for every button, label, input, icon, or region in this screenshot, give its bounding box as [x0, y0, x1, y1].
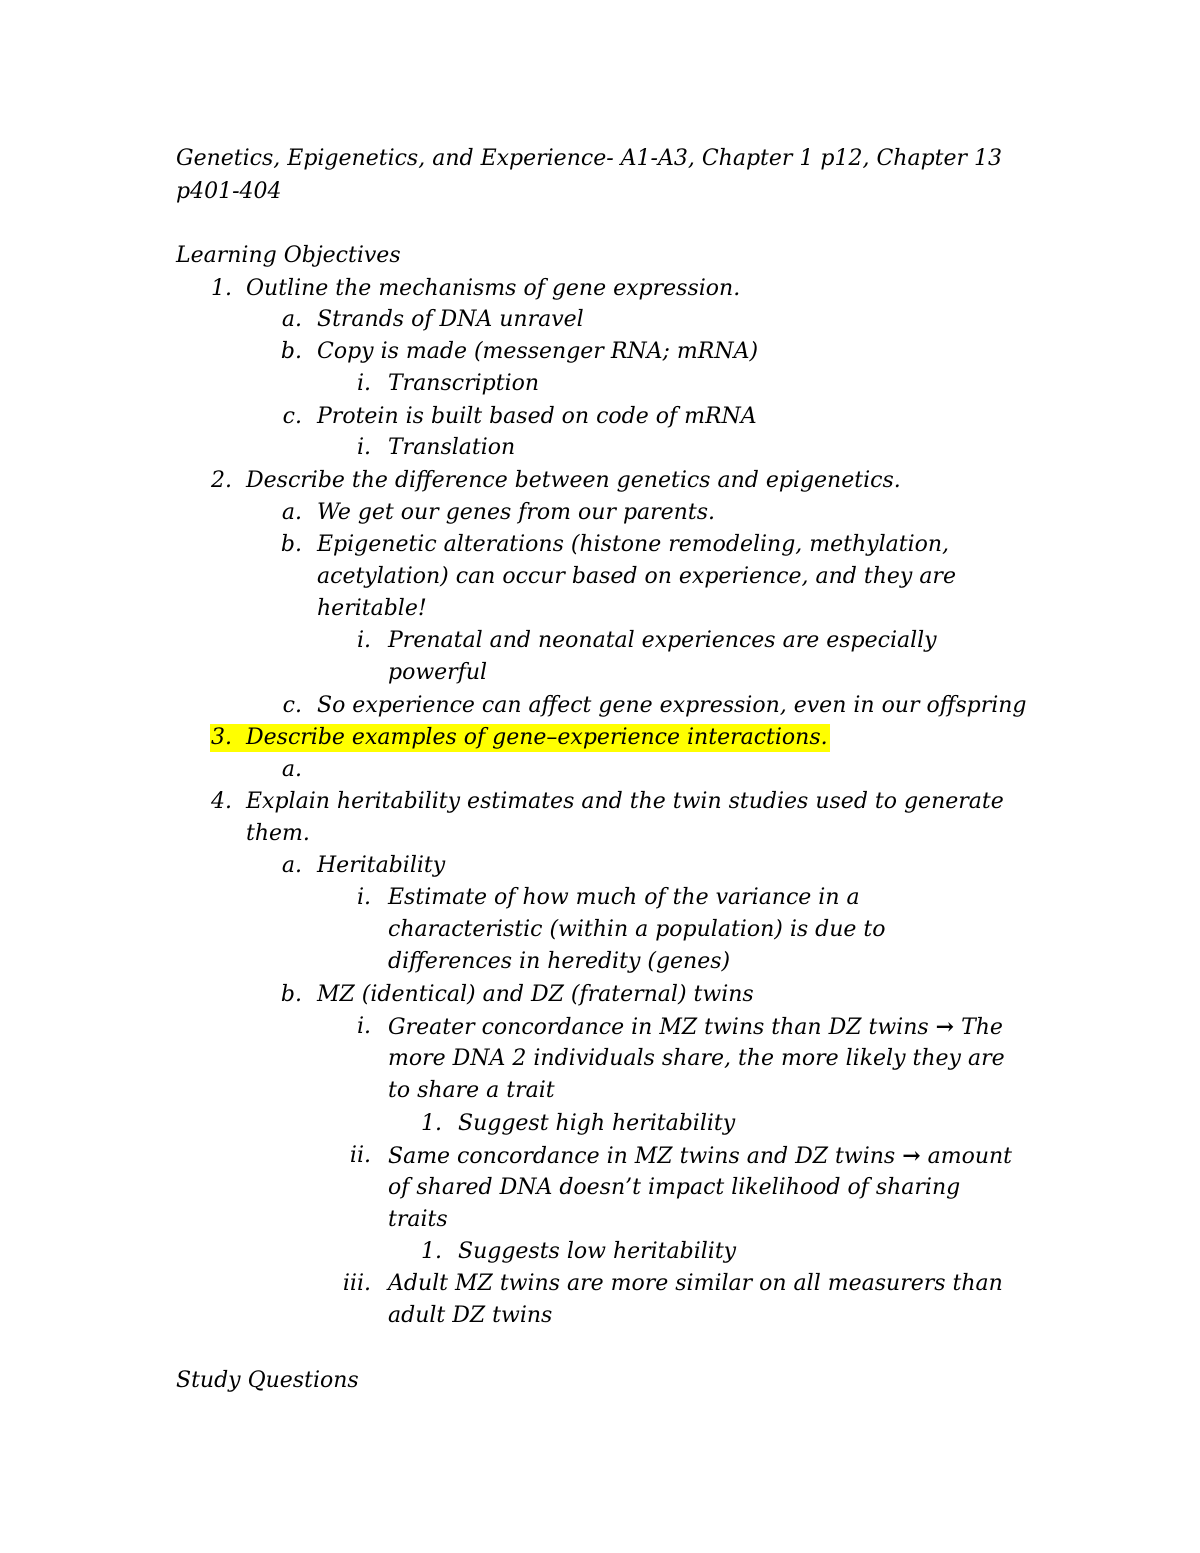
arrow-right-icon: → — [902, 1143, 921, 1169]
list-marker: i. — [356, 885, 371, 910]
list-item-continuation: heritable! — [317, 596, 427, 621]
list-item: Protein is built based on code of mRNA — [317, 404, 757, 429]
list-marker: b. — [280, 532, 302, 557]
list-marker: a. — [281, 757, 302, 782]
list-marker: iii. — [342, 1271, 371, 1296]
list-item-continuation: adult DZ twins — [388, 1303, 553, 1328]
list-item-continuation: them. — [246, 821, 310, 846]
list-marker: 4. — [211, 789, 232, 814]
section-heading-study-questions: Study Questions — [176, 1368, 359, 1393]
list-item-text: amount — [920, 1144, 1013, 1169]
list-marker: a. — [281, 307, 302, 332]
list-item: Describe the difference between genetics and epigenetics. — [246, 468, 901, 493]
list-marker: 1. — [421, 1239, 442, 1264]
list-marker: b. — [280, 339, 302, 364]
list-item: Heritability — [317, 853, 446, 878]
list-item-continuation: powerful — [388, 660, 488, 685]
list-item: Strands of DNA unravel — [317, 307, 584, 332]
document-title-line-1: Genetics, Epigenetics, and Experience- A1-A3, Chapter 1 p12, Chapter 13 — [176, 146, 1003, 171]
list-marker: 2. — [211, 468, 232, 493]
list-item: Translation — [388, 435, 516, 460]
list-marker: c. — [282, 693, 302, 718]
list-marker: i. — [356, 371, 371, 396]
list-item: Explain heritability estimates and the twin studies used to generate — [246, 789, 1004, 814]
list-item: Suggest high heritability — [458, 1111, 736, 1136]
list-item — [388, 1142, 1012, 1170]
list-item: We get our genes from our parents. — [317, 500, 715, 525]
list-marker: a. — [281, 853, 302, 878]
list-marker: a. — [281, 500, 302, 525]
list-item-continuation: differences in heredity (genes) — [388, 949, 731, 974]
list-item-continuation: to share a trait — [388, 1078, 555, 1103]
list-item: Transcription — [388, 371, 540, 396]
list-item: MZ (identical) and DZ (fraternal) twins — [317, 982, 754, 1007]
list-item-continuation: more DNA 2 individuals share, the more likely they are — [388, 1046, 1005, 1071]
list-marker: 3. — [211, 725, 232, 750]
arrow-right-icon: → — [935, 1014, 955, 1040]
list-marker: c. — [282, 404, 302, 429]
list-item — [388, 1013, 1003, 1041]
list-item-continuation: characteristic (within a population) is due to — [388, 917, 886, 942]
list-item: Adult MZ twins are more similar on all measurers than — [388, 1271, 1003, 1296]
list-marker: i. — [356, 1014, 371, 1039]
list-item: Copy is made (messenger RNA; mRNA) — [317, 339, 759, 364]
list-item: So experience can affect gene expression, even in our offspring — [317, 693, 1027, 718]
list-item-continuation: traits — [388, 1207, 448, 1232]
list-item-continuation: acetylation) can occur based on experience, and they are — [317, 564, 956, 589]
list-item: Epigenetic alterations (histone remodeling, methylation, — [317, 532, 950, 557]
section-heading-learning-objectives: Learning Objectives — [176, 243, 401, 268]
list-marker: i. — [356, 628, 371, 653]
list-marker: 1. — [421, 1111, 442, 1136]
list-item: Suggests low heritability — [458, 1239, 737, 1264]
list-item: Prenatal and neonatal experiences are especially — [388, 628, 937, 653]
list-item: Outline the mechanisms of gene expression. — [246, 276, 741, 301]
list-item-text: Same concordance in MZ twins and DZ twins — [388, 1144, 903, 1169]
list-marker: b. — [280, 982, 302, 1007]
list-item-text: The — [954, 1015, 1003, 1040]
highlight-item-3 — [210, 724, 830, 752]
list-item: Describe examples of gene–experience interactions. — [246, 725, 828, 750]
list-item: Estimate of how much of the variance in a — [388, 885, 860, 910]
document-title-line-2: p401-404 — [176, 179, 282, 204]
list-item-continuation: of shared DNA doesn’t impact likelihood of sharing — [388, 1175, 961, 1200]
list-marker: i. — [356, 435, 371, 460]
list-marker: ii. — [349, 1143, 371, 1168]
list-item-text: Greater concordance in MZ twins than DZ twins — [388, 1015, 936, 1040]
list-marker: 1. — [211, 276, 232, 301]
